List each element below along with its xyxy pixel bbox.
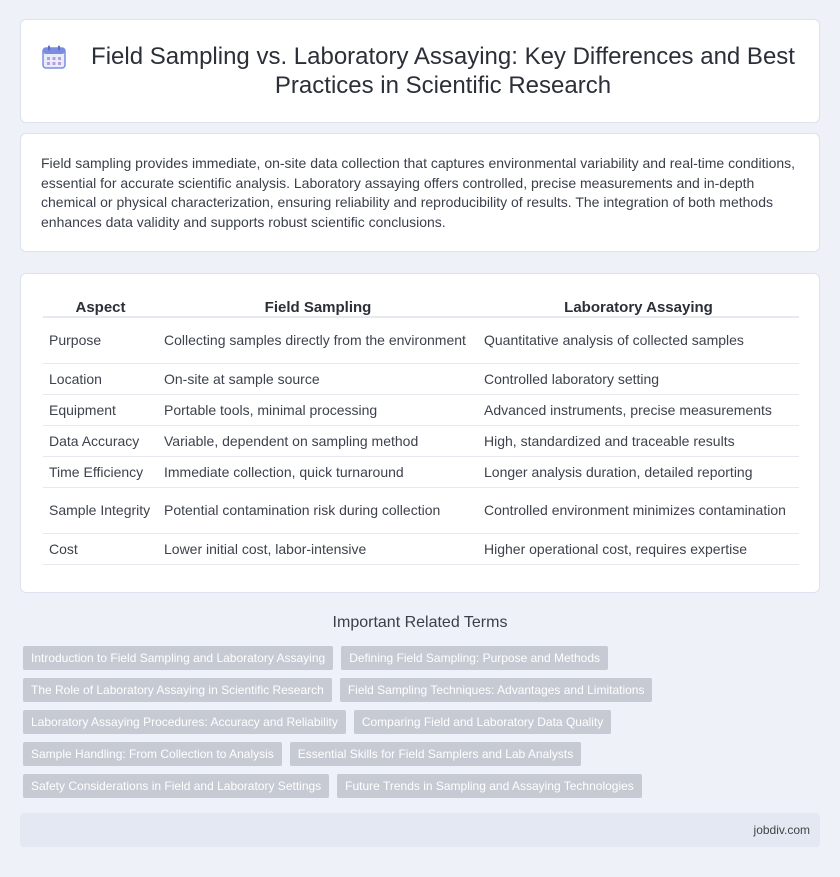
table-cell: Collecting samples directly from the environment [158,318,478,364]
table-cell: Equipment [43,395,158,426]
comparison-table [43,290,799,565]
intro-text: Field sampling provides immediate, on-site data collection that captures environmental variability and real-time conditions, essential for accurate scientific analysis. Laboratory assaying offers controlled, precise measurements and in-depth chemical or physical characterization, ensuring reliability and reproducibility of results. The integration of both methods enhances data validity and supports robust scientific conclusions. [41,155,796,230]
related-term-link[interactable]: Introduction to Field Sampling and Laboratory Assaying [23,646,333,670]
table-cell: Variable, dependent on sampling method [158,426,478,457]
tag-row [23,710,823,734]
table-cell: On-site at sample source [158,364,478,395]
table-cell: Location [43,364,158,395]
table-cell: Time Efficiency [43,457,158,488]
table-row [43,318,799,364]
tag-row [23,774,823,798]
table-cell: Controlled environment minimizes contamination [478,488,799,534]
related-term-link[interactable]: Defining Field Sampling: Purpose and Methods [341,646,608,670]
table-cell: High, standardized and traceable results [478,426,799,457]
tag-row [23,742,823,766]
table-cell: Immediate collection, quick turnaround [158,457,478,488]
table-cell: Advanced instruments, precise measurements [478,395,799,426]
table-row [43,534,799,565]
table-cell: Portable tools, minimal processing [158,395,478,426]
table-cell: Data Accuracy [43,426,158,457]
footer-site-link[interactable]: jobdiv.com [753,823,810,837]
table-cell: Quantitative analysis of collected samples [478,318,799,364]
table-cell: Sample Integrity [43,488,158,534]
tag-row [23,678,823,702]
table-cell: Longer analysis duration, detailed reporting [478,457,799,488]
table-row [43,395,799,426]
title-wrap [41,42,799,100]
related-term-link[interactable]: The Role of Laboratory Assaying in Scientific Research [23,678,332,702]
footer [20,813,820,847]
related-term-link[interactable]: Future Trends in Sampling and Assaying Technologies [337,774,642,798]
related-terms-list [23,646,823,806]
calendar-icon [41,44,67,70]
related-term-link[interactable]: Safety Considerations in Field and Laboratory Settings [23,774,329,798]
table-cell: Higher operational cost, requires expertise [478,534,799,565]
table-row [43,364,799,395]
header-aspect: Aspect [43,290,158,318]
table-row [43,457,799,488]
header-laboratory-assaying: Laboratory Assaying [478,290,799,318]
page-title: Field Sampling vs. Laboratory Assaying: Key Differences and Best Practices in Scientific Research [91,43,795,99]
related-term-link[interactable]: Field Sampling Techniques: Advantages and Limitations [340,678,653,702]
title-card [20,19,820,123]
related-term-link[interactable]: Sample Handling: From Collection to Analysis [23,742,282,766]
table-cell: Cost [43,534,158,565]
table-row [43,488,799,534]
table-header-row [43,290,799,318]
table-cell: Controlled laboratory setting [478,364,799,395]
intro-card [20,133,820,252]
table-row [43,426,799,457]
related-terms-heading: Important Related Terms [332,614,508,631]
table-cell: Purpose [43,318,158,364]
tag-row [23,646,823,670]
comparison-table-card [20,273,820,593]
related-term-link[interactable]: Comparing Field and Laboratory Data Quality [354,710,611,734]
header-field-sampling: Field Sampling [158,290,478,318]
table-cell: Lower initial cost, labor-intensive [158,534,478,565]
table-cell: Potential contamination risk during collection [158,488,478,534]
related-term-link[interactable]: Laboratory Assaying Procedures: Accuracy and Reliability [23,710,346,734]
related-term-link[interactable]: Essential Skills for Field Samplers and Lab Analysts [290,742,581,766]
